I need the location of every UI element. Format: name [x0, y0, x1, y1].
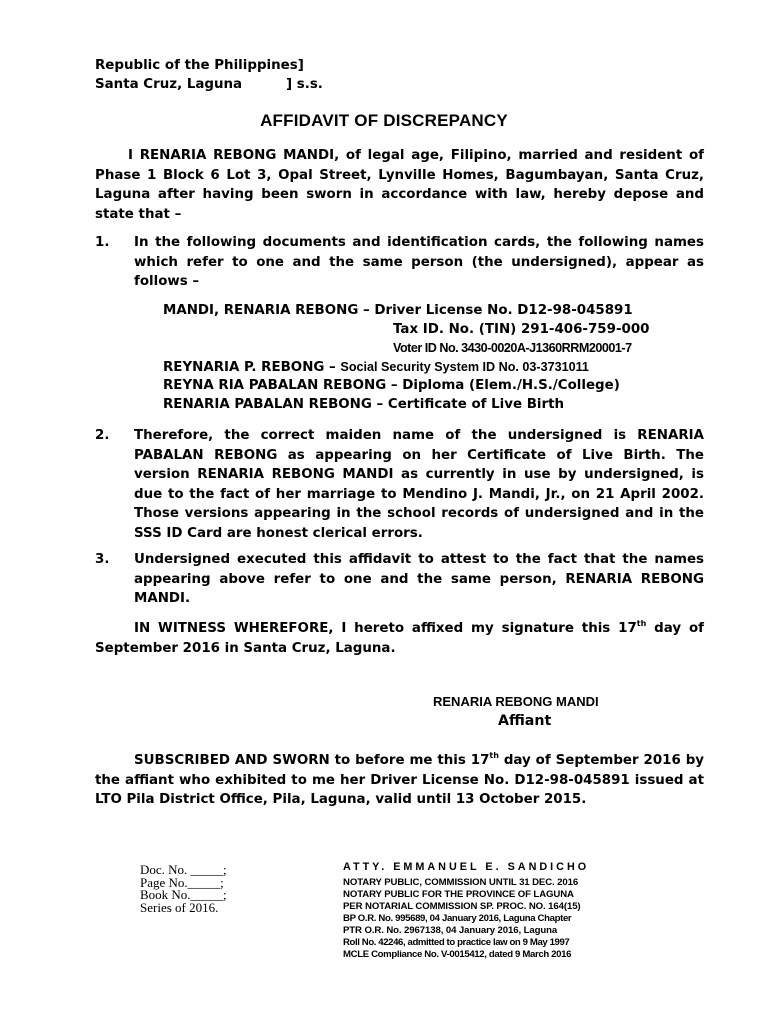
item-2-number: 2. — [95, 428, 110, 443]
witness-paragraph — [95, 619, 704, 658]
names-line-5: REYNA RIA PABALAN REBONG – Diploma (Elem./H.S./College) — [163, 378, 620, 393]
notary-line-6: Roll No. 42246, admitted to practice law on 9 May 1997 — [343, 937, 570, 948]
doc-sss: Social Security System ID No. 03-3731011 — [340, 360, 589, 374]
item-2-text: Therefore, the correct maiden name of the undersigned is RENARIA PABALAN REBONG as appearing on her Certificate of Live Birth. The version RENARIA REBONG MANDI as currently in use by undersigned, is due to the fact of her marriage to Mendino J. Mandi, Jr., on 21 April 2002. Those versions appearing in the school records of undersigned and in the SSS ID Card are honest clerical errors. — [134, 428, 704, 541]
witness-text-before: IN WITNESS WHEREFORE, I hereto affixed my signature this 17 — [134, 621, 637, 636]
names-line-6: RENARIA PABALAN REBONG – Certificate of Live Birth — [163, 397, 565, 412]
jurat-sup: th — [489, 750, 499, 760]
item-1-number: 1. — [95, 235, 110, 250]
series: Series of 2016. — [140, 899, 219, 915]
notary-line-5: PTR O.R. No. 2967138, 04 January 2016, Laguna — [343, 925, 558, 936]
notary-line-2: NOTARY PUBLIC FOR THE PROVINCE OF LAGUNA — [343, 889, 574, 900]
venue-ss: ] s.s. — [286, 77, 323, 92]
notary-line-1: NOTARY PUBLIC, COMMISSION UNTIL 31 DEC. 2016 — [343, 877, 579, 888]
intro-paragraph — [95, 146, 704, 224]
doc-tin: Tax ID. No. (TIN) 291-406-759-000 — [393, 322, 650, 337]
venue-place: Santa Cruz, Laguna — [95, 77, 243, 92]
doc-voter-id: Voter ID No. 3430-0020A-J1360RRM20001-7 — [393, 341, 632, 355]
name-reynaria: REYNARIA P. REBONG – — [163, 360, 341, 375]
names-line-1 — [163, 301, 633, 321]
witness-sup: th — [636, 618, 647, 628]
venue-republic: Republic of the Philippines] — [95, 58, 304, 73]
witness-text-after: day of September 2016 in Santa Cruz, Laguna. — [95, 621, 704, 656]
notary-line-7: MCLE Compliance No. V-0015412, dated 9 March 2016 — [343, 949, 572, 960]
doc-driver-license: Driver License No. D12-98-045891 — [374, 303, 633, 318]
affiant-label: Affiant — [498, 713, 552, 729]
book-no: Book No._____; — [140, 887, 227, 902]
names-line-4 — [163, 358, 589, 378]
page-no: Page No._____; — [140, 874, 224, 890]
intro-text: , of legal age, Filipino, married and resident of Phase 1 Block 6 Lot 3, Opal Street, Lynville Homes, Bagumbayan, Santa Cruz, Laguna after having been sworn in accordance with law, hereby depose and state that – — [95, 148, 704, 222]
affiant-name-intro: I RENARIA REBONG MANDI — [128, 148, 335, 163]
item-1-text: In the following documents and identification cards, the following names which refer to one and the same person (the undersigned), appear as follows – — [134, 235, 704, 290]
notary-name: ATTY. EMMANUEL E. SANDICHO — [343, 861, 590, 873]
jurat-text-after: day of September 2016 by the affiant who exhibited to me her Driver License No. D12-98-045891 issued at LTO Pila District Office, Pila, Laguna, valid until 13 October 2015. — [95, 753, 705, 808]
jurat-paragraph — [95, 751, 704, 810]
item-3-number: 3. — [95, 552, 110, 567]
item-3-text: Undersigned executed this affidavit to attest to the fact that the names appearing above refer to one and the same person, RENARIA REBONG MANDI. — [134, 552, 704, 607]
notary-line-3: PER NOTARIAL COMMISSION SP. PROC. NO. 164(15) — [343, 901, 581, 912]
document-title: AFFIDAVIT OF DISCREPANCY — [260, 111, 508, 130]
name-mandi: MANDI, RENARIA REBONG – — [163, 303, 375, 318]
doc-no: Doc. No. _____; — [140, 862, 227, 877]
notary-line-4: BP O.R. No. 995689, 04 January 2016, Laguna Chapter — [343, 913, 572, 924]
jurat-text-before: SUBSCRIBED AND SWORN to before me this 17 — [134, 753, 490, 768]
affiant-name: RENARIA REBONG MANDI — [433, 694, 599, 709]
